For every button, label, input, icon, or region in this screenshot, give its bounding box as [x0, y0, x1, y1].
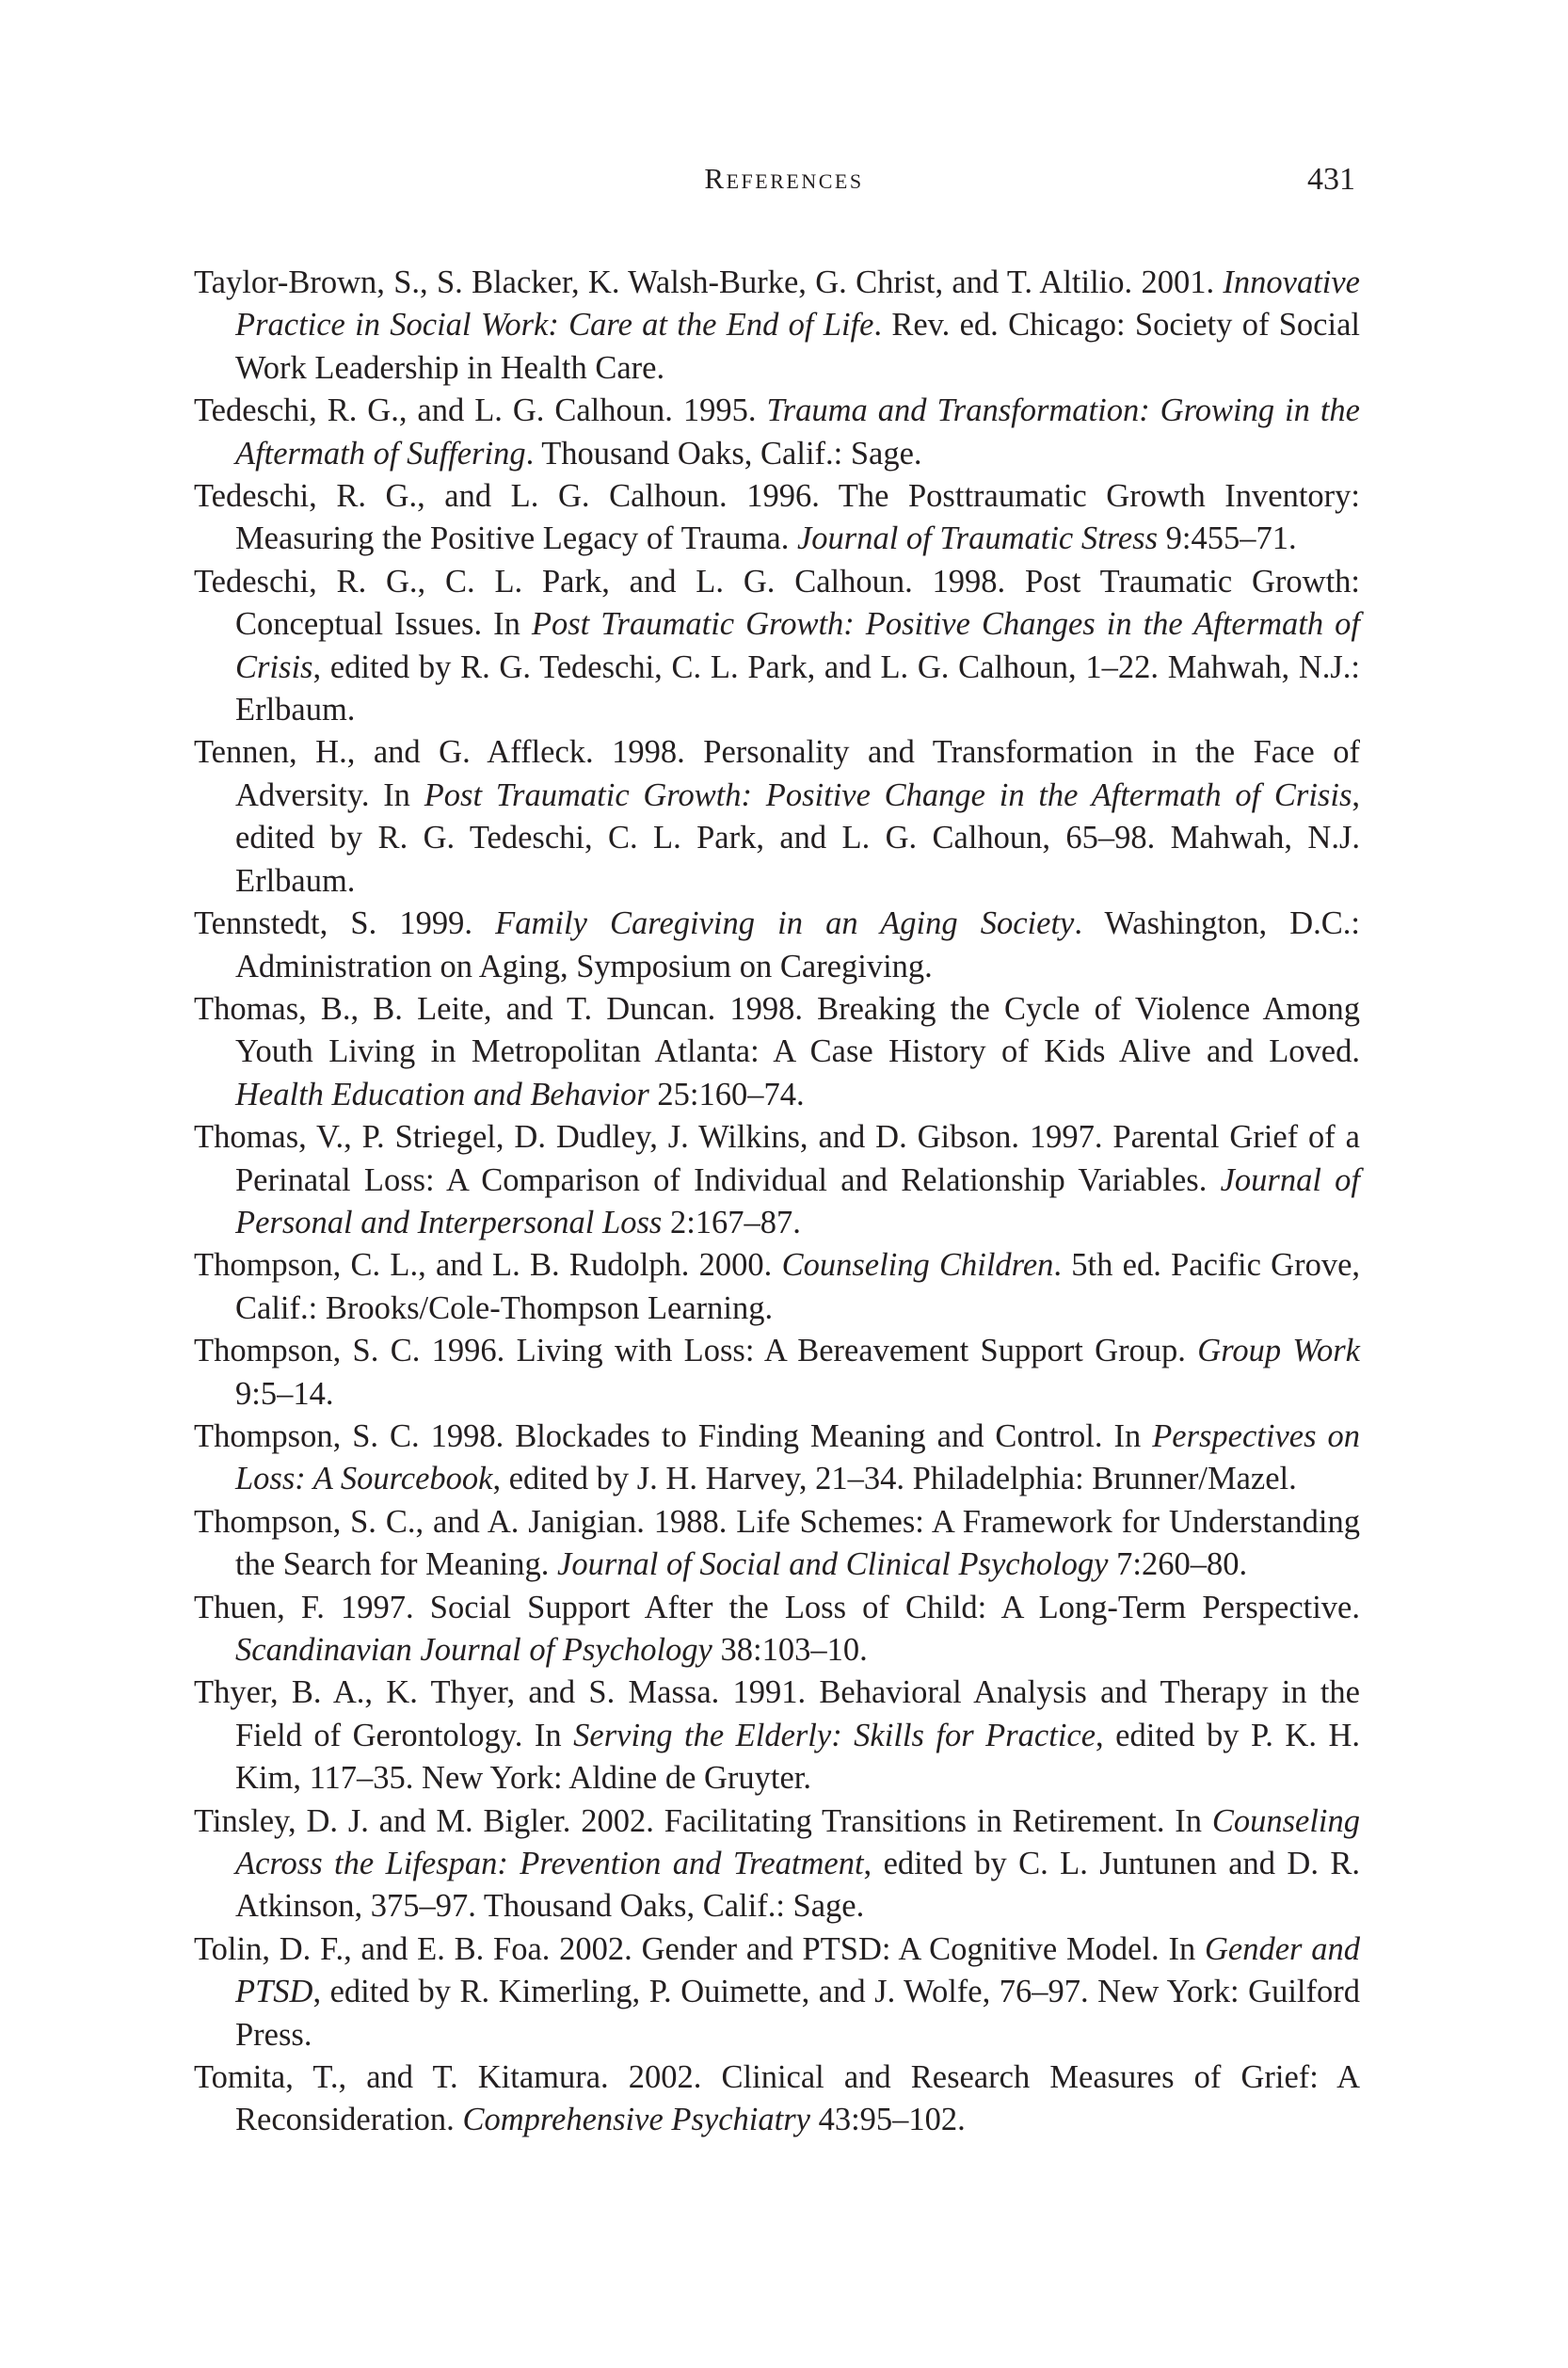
- reference-title: Perspectives on Loss: A Sourcebook: [235, 1417, 1361, 1497]
- running-head: [0, 162, 1568, 209]
- reference-entry: Tolin, D. F., and E. B. Foa. 2002. Gender and PTSD: A Cognitive Model. In Gender and PTSD, edited by R. Kimerling, P. Ouimette, and J. Wolfe, 76–97. New York: Guilford Press.: [194, 1930, 1360, 2053]
- reference-title: Health Education and Behavior: [235, 1076, 649, 1112]
- page-number: 431: [1307, 162, 1355, 197]
- reference-entry: Thuen, F. 1997. Social Support After the Loss of Child: A Long-Term Perspective. Scandinavian Journal of Psychology 38:103–10.: [194, 1589, 1360, 1668]
- reference-entry: Thomas, B., B. Leite, and T. Duncan. 1998. Breaking the Cycle of Violence Among Youth Living in Metropolitan Atlanta: A Case History of Kids Alive and Loved. Health Education and Behavior 25:160–74.: [194, 990, 1360, 1112]
- reference-entry: Tennstedt, S. 1999. Family Caregiving in an Aging Society. Washington, D.C.: Administration on Aging, Symposium on Caregiving.: [194, 905, 1360, 984]
- reference-title: Post Traumatic Growth: Positive Change in the Aftermath of Crisis: [424, 776, 1352, 813]
- reference-entry: Tedeschi, R. G., and L. G. Calhoun. 1996. The Posttraumatic Growth Inventory: Measuring the Positive Legacy of Trauma. Journal of Traumatic Stress 9:455–71.: [194, 478, 1360, 557]
- reference-entry: Thompson, S. C. 1998. Blockades to Finding Meaning and Control. In Perspectives on Loss: A Sourcebook, edited by J. H. Harvey, 21–34. Philadelphia: Brunner/Mazel.: [194, 1417, 1361, 1497]
- reference-title: Journal of Traumatic Stress: [796, 520, 1158, 557]
- reference-title: Scandinavian Journal of Psychology: [235, 1632, 712, 1668]
- reference-title: Trauma and Transformation: Growing in the Aftermath of Suffering: [235, 392, 1360, 472]
- running-title: References: [704, 162, 864, 195]
- reference-entry: Taylor-Brown, S., S. Blacker, K. Walsh-Burke, G. Christ, and T. Altilio. 2001. Innovative Practice in Social Work: Care at the End of Life. Rev. ed. Chicago: Society of Social Work Leadership in Health Care.: [194, 264, 1360, 386]
- reference-title: Journal of Social and Clinical Psychology: [557, 1546, 1109, 1583]
- reference-title: Post Traumatic Growth: Positive Changes in the Aftermath of Crisis: [235, 606, 1360, 685]
- reference-entry: Thompson, S. C., and A. Janigian. 1988. Life Schemes: A Framework for Understanding the Search for Meaning. Journal of Social and Clinical Psychology 7:260–80.: [194, 1503, 1360, 1583]
- reference-entry: Thyer, B. A., K. Thyer, and S. Massa. 1991. Behavioral Analysis and Therapy in the Field of Gerontology. In Serving the Elderly: Skills for Practice, edited by P. K. H. Kim, 117–35. New York: Aldine de Gruyter.: [194, 1674, 1360, 1797]
- reference-title: Counseling Children: [781, 1247, 1054, 1284]
- reference-title: Innovative Practice in Social Work: Care at the End of Life: [235, 264, 1360, 344]
- reference-title: Counseling Across the Lifespan: Prevention and Treatment: [235, 1802, 1360, 1882]
- reference-title: Family Caregiving in an Aging Society: [495, 905, 1075, 942]
- reference-entry: Thomas, V., P. Striegel, D. Dudley, J. Wilkins, and D. Gibson. 1997. Parental Grief of a Perinatal Loss: A Comparison of Individual and Relationship Variables. Journal of Personal and Interpersonal Loss 2:167–87.: [194, 1119, 1360, 1240]
- reference-entry: Thompson, S. C. 1996. Living with Loss: A Bereavement Support Group. Group Work 9:5–14.: [194, 1333, 1360, 1412]
- reference-entry: Tennen, H., and G. Affleck. 1998. Personality and Transformation in the Face of Adversity. In Post Traumatic Growth: Positive Change in the Aftermath of Crisis, edited by R. G. Tedeschi, C. L. Park, and L. G. Calhoun, 65–98. Mahwah, N.J. Erlbaum.: [194, 734, 1360, 899]
- reference-title: Group Work: [1197, 1333, 1360, 1369]
- reference-entry: Tedeschi, R. G., and L. G. Calhoun. 1995. Trauma and Transformation: Growing in the Aftermath of Suffering. Thousand Oaks, Calif.: Sage.: [194, 392, 1360, 472]
- reference-list: [194, 262, 1360, 2142]
- reference-entry: Tinsley, D. J. and M. Bigler. 2002. Facilitating Transitions in Retirement. In Counseling Across the Lifespan: Prevention and Treatment, edited by C. L. Juntunen and D. R. Atkinson, 375–97. Thousand Oaks, Calif.: Sage.: [194, 1802, 1360, 1925]
- reference-entry: Tomita, T., and T. Kitamura. 2002. Clinical and Research Measures of Grief: A Reconsideration. Comprehensive Psychiatry 43:95–102.: [194, 2059, 1360, 2138]
- reference-entry: Tedeschi, R. G., C. L. Park, and L. G. Calhoun. 1998. Post Traumatic Growth: Conceptual Issues. In Post Traumatic Growth: Positive Changes in the Aftermath of Crisis, edited by R. G. Tedeschi, C. L. Park, and L. G. Calhoun, 1–22. Mahwah, N.J.: Erlbaum.: [194, 563, 1360, 728]
- reference-title: Comprehensive Psychiatry: [462, 2102, 810, 2138]
- reference-entry: Thompson, C. L., and L. B. Rudolph. 2000. Counseling Children. 5th ed. Pacific Grove, Calif.: Brooks/Cole-Thompson Learning.: [194, 1247, 1361, 1326]
- reference-title: Gender and PTSD: [235, 1930, 1360, 2010]
- reference-title: Journal of Personal and Interpersonal Loss: [235, 1161, 1360, 1240]
- reference-title: Serving the Elderly: Skills for Practice: [573, 1717, 1096, 1753]
